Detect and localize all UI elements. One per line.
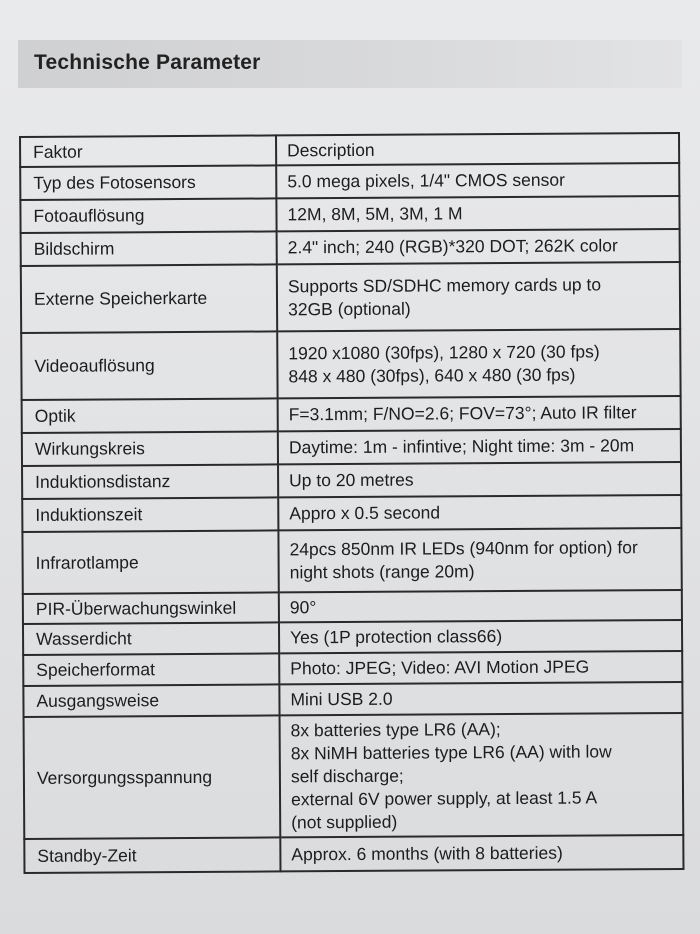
row-value — [279, 590, 682, 622]
row-value-line: 5.0 mega pixels, 1/4" CMOS sensor — [287, 169, 565, 192]
section-heading-bar — [18, 40, 682, 88]
row-key: Speicherformat — [23, 653, 279, 686]
table-row — [22, 396, 681, 433]
row-key: Induktionszeit — [22, 497, 278, 532]
row-key: Standby-Zeit — [24, 837, 280, 873]
row-key: PIR-Überwachungswinkel — [23, 592, 279, 624]
row-key: Ausgangsweise — [23, 684, 279, 717]
row-value — [279, 682, 682, 715]
row-value — [277, 329, 680, 398]
row-key: Typ des Fotosensors — [20, 165, 276, 200]
row-value — [276, 196, 679, 231]
row-value-line: 1920 x1080 (30fps), 1280 x 720 (30 fps) — [288, 340, 600, 363]
row-value-line: 24pcs 850nm IR LEDs (940nm for option) for — [289, 537, 638, 560]
row-value — [278, 495, 681, 530]
row-value-line: Appro x 0.5 second — [289, 502, 441, 524]
header-key: Faktor — [20, 135, 276, 167]
row-value-line: Photo: JPEG; Video: AVI Motion JPEG — [290, 656, 590, 679]
table-row — [21, 229, 680, 266]
table-row — [22, 495, 681, 532]
table-row — [24, 835, 683, 873]
row-key: Bildschirm — [21, 231, 277, 266]
row-value — [278, 396, 681, 431]
row-value — [279, 651, 682, 684]
row-key: Externe Speicherkarte — [21, 264, 277, 333]
row-value-line: external 6V power supply, at least 1.5 A — [290, 786, 598, 809]
table-row — [23, 620, 682, 655]
row-value-line: 8x batteries type LR6 (AA); — [290, 718, 501, 740]
row-value-line: 32GB (optional) — [287, 298, 411, 319]
row-key: Optik — [22, 398, 278, 433]
table-row — [23, 682, 682, 717]
row-value-line: (not supplied) — [291, 811, 398, 832]
row-value-line: 8x NiMH batteries type LR6 (AA) with low — [290, 740, 612, 763]
row-value — [278, 528, 681, 592]
row-value-line: self discharge; — [290, 765, 404, 786]
row-value-line: night shots (range 20m) — [289, 561, 475, 583]
row-value-line: Up to 20 metres — [289, 469, 414, 491]
table-row — [23, 651, 682, 686]
row-value — [280, 835, 683, 871]
spec-table — [19, 132, 684, 874]
table-row — [20, 196, 679, 233]
table-row — [24, 713, 684, 839]
row-key: Induktionsdistanz — [22, 464, 278, 499]
table-row — [22, 528, 681, 594]
row-key: Versorgungsspannung — [24, 715, 281, 839]
table-row — [21, 262, 680, 333]
row-value — [277, 262, 680, 331]
row-value — [276, 163, 679, 198]
row-key: Infrarotlampe — [22, 530, 278, 594]
table-row — [23, 590, 682, 624]
row-value-line: 12M, 8M, 5M, 3M, 1 M — [287, 203, 463, 225]
row-value-line: F=3.1mm; F/NO=2.6; FOV=73°; Auto IR filter — [288, 402, 637, 425]
row-value-line: 90° — [289, 596, 317, 617]
row-value-line: Supports SD/SDHC memory cards up to — [287, 273, 602, 296]
table-header-row — [20, 133, 679, 167]
row-value — [277, 229, 680, 264]
row-key: Wirkungskreis — [22, 431, 278, 466]
row-value-line: 848 x 480 (30fps), 640 x 480 (30 fps) — [288, 364, 576, 386]
row-value-line: Yes (1P protection class66) — [290, 626, 503, 648]
table-row — [22, 462, 681, 499]
row-key: Videoauflösung — [21, 331, 277, 400]
row-key: Fotoauflösung — [20, 198, 276, 233]
section-title: Technische Parameter — [34, 51, 261, 74]
table-row — [20, 163, 679, 200]
row-value — [278, 462, 681, 497]
header-value: Description — [276, 133, 679, 165]
row-value — [278, 429, 681, 464]
row-value-line: 2.4" inch; 240 (RGB)*320 DOT; 262K color — [287, 235, 618, 258]
table-row — [22, 429, 681, 466]
row-value — [280, 713, 684, 837]
table-row — [21, 329, 680, 400]
row-value-line: Daytime: 1m - infintive; Night time: 3m - 20m — [288, 435, 635, 458]
row-key: Wasserdicht — [23, 622, 279, 655]
row-value — [279, 620, 682, 653]
row-value-line: Approx. 6 months (with 8 batteries) — [291, 842, 563, 864]
row-value-line: Mini USB 2.0 — [290, 688, 393, 710]
